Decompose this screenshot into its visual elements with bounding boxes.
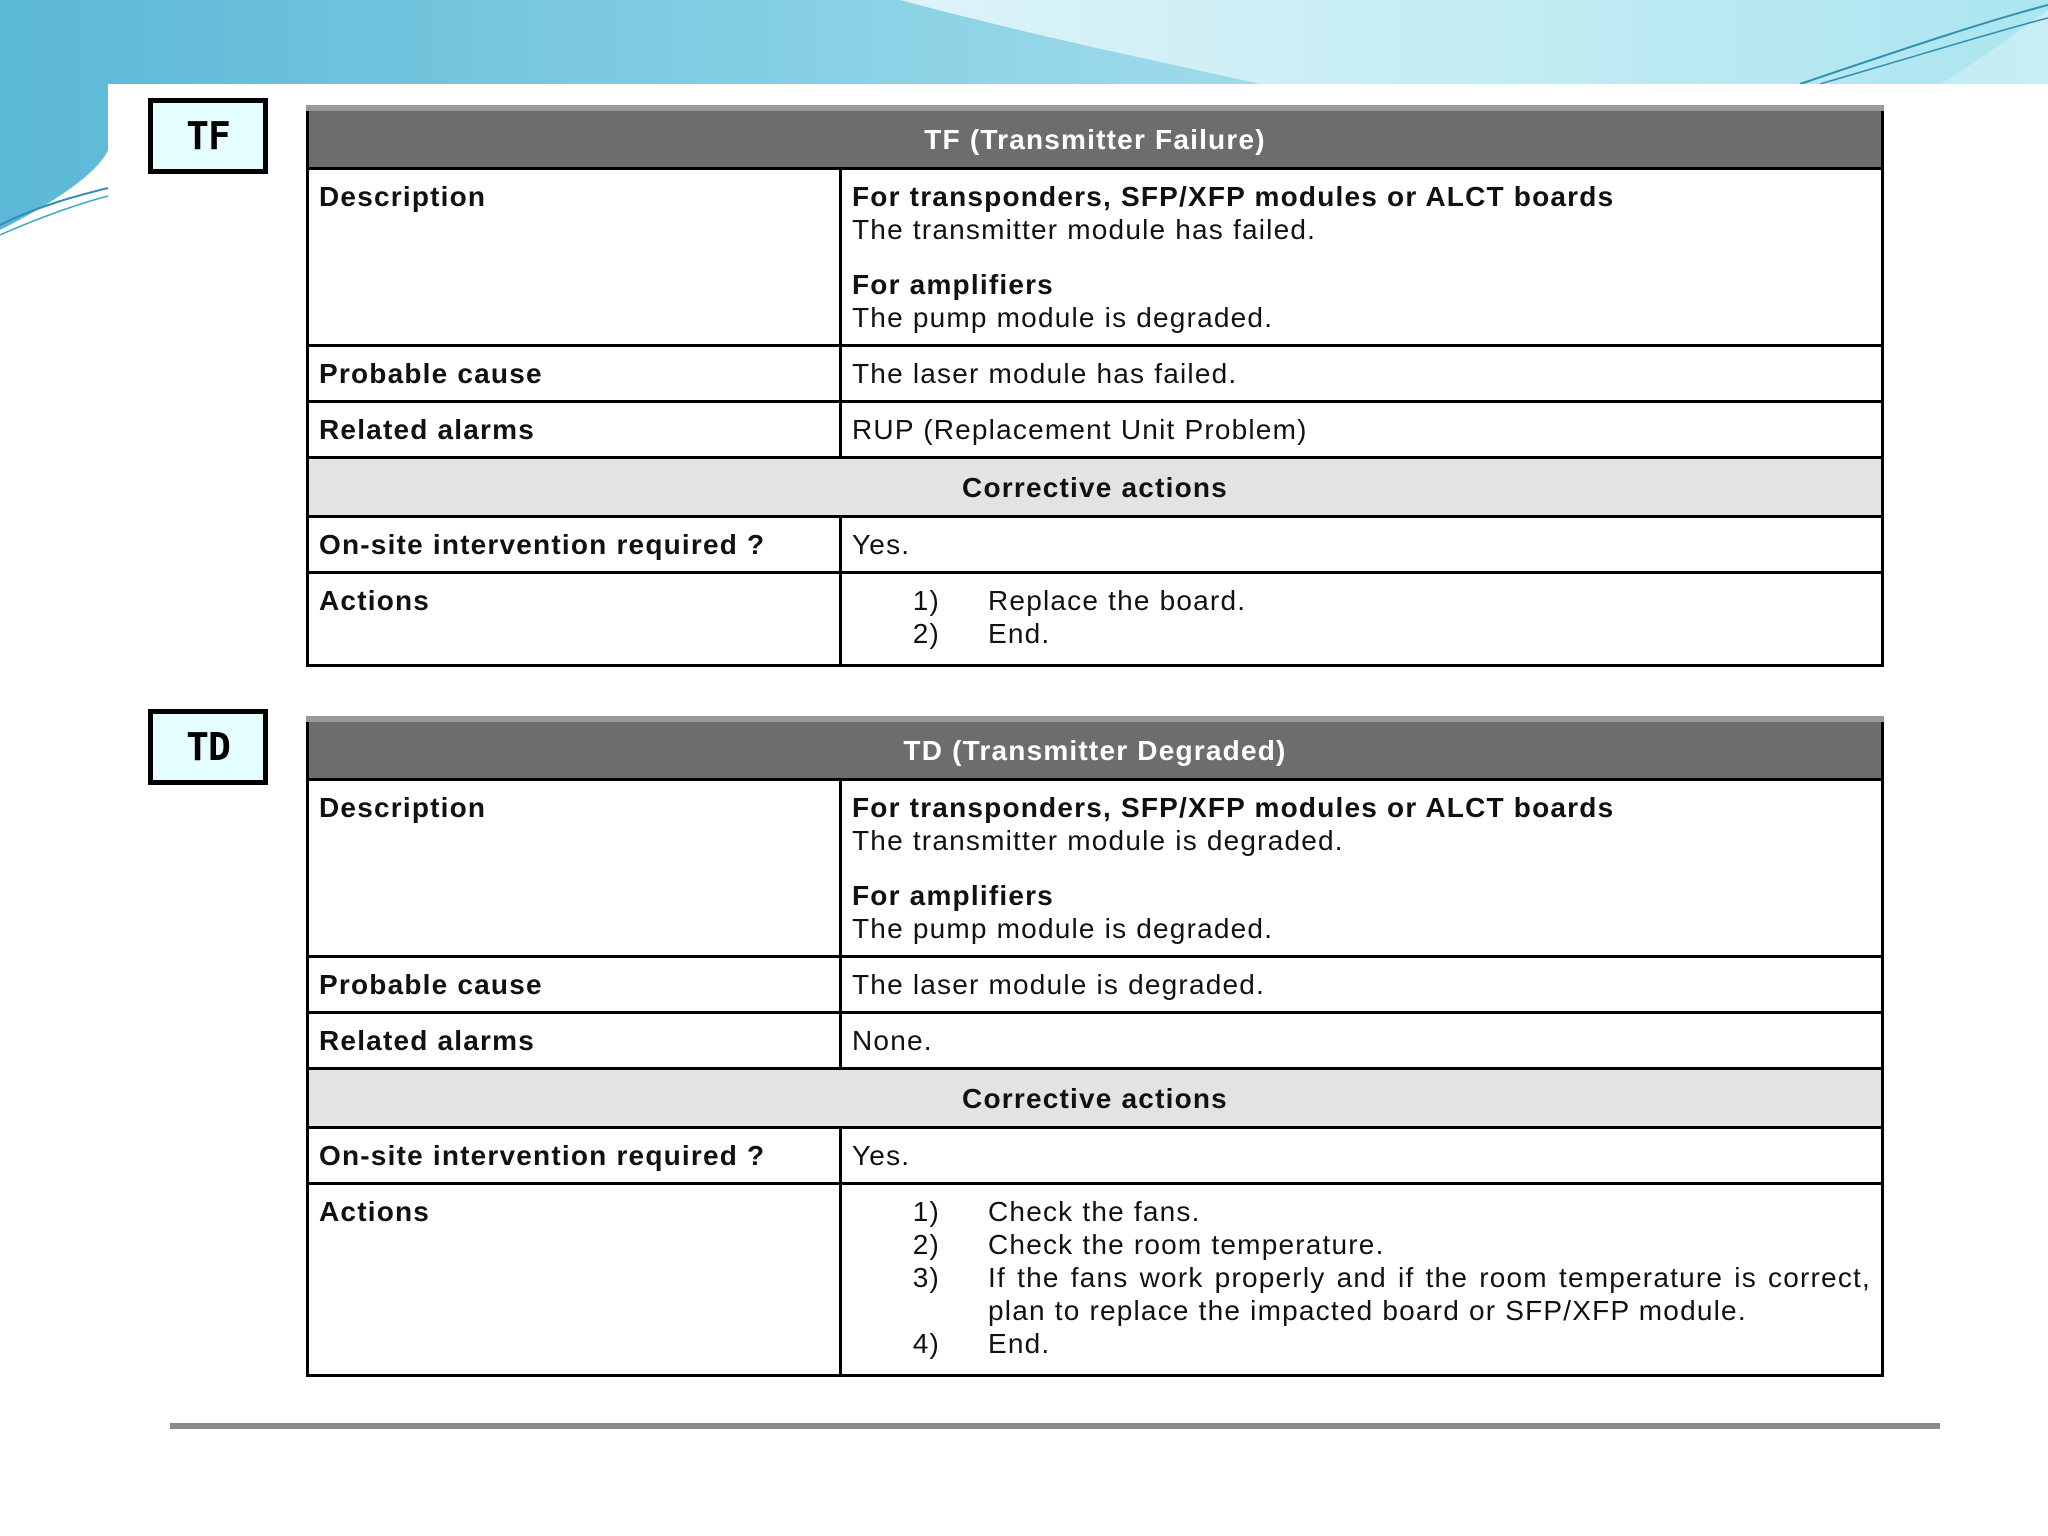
action-step: [852, 584, 1871, 617]
table-header-row: [308, 108, 1883, 169]
action-step: [852, 1228, 1871, 1261]
action-step: [852, 1261, 1871, 1327]
step-number: 2): [912, 1229, 940, 1260]
table-row: [308, 346, 1883, 402]
table-subheader-row: [308, 1069, 1883, 1128]
table-row: [308, 517, 1883, 573]
step-text: End.: [988, 618, 1051, 649]
related-alarms-label: Related alarms: [308, 1013, 841, 1069]
onsite-label: On-site intervention required ?: [308, 1128, 841, 1184]
table-row: [308, 780, 1883, 957]
table-row: [308, 1128, 1883, 1184]
table-header-row: [308, 719, 1883, 780]
description-heading: For transponders, SFP/XFP modules or ALCT boards: [852, 792, 1615, 823]
corrective-actions-heading: Corrective actions: [308, 458, 1883, 517]
table-row: [308, 402, 1883, 458]
onsite-value: Yes.: [841, 517, 1883, 573]
description-value: [841, 780, 1883, 957]
table-subheader-row: [308, 458, 1883, 517]
table-row: [308, 573, 1883, 666]
description-text: The transmitter module has failed.: [852, 214, 1317, 245]
probable-cause-label: Probable cause: [308, 957, 841, 1013]
description-text: The transmitter module is degraded.: [852, 825, 1344, 856]
related-alarms-value: None.: [841, 1013, 1883, 1069]
alarm-table-tf: [306, 105, 1884, 667]
probable-cause-value: The laser module has failed.: [841, 346, 1883, 402]
description-heading: For amplifiers: [852, 269, 1054, 300]
step-text: Replace the board.: [988, 585, 1247, 616]
table-title: TD (Transmitter Degraded): [308, 719, 1883, 780]
probable-cause-label: Probable cause: [308, 346, 841, 402]
corrective-actions-heading: Corrective actions: [308, 1069, 1883, 1128]
description-value: [841, 169, 1883, 346]
description-heading: For transponders, SFP/XFP modules or ALCT boards: [852, 181, 1615, 212]
description-heading: For amplifiers: [852, 880, 1054, 911]
related-alarms-label: Related alarms: [308, 402, 841, 458]
alarm-tag-tf: TF: [148, 98, 268, 174]
action-step: [852, 617, 1871, 650]
step-number: 3): [912, 1262, 940, 1293]
alarm-tag-td: TD: [148, 709, 268, 785]
step-text: End.: [988, 1328, 1051, 1359]
description-text: The pump module is degraded.: [852, 302, 1274, 333]
step-text: Check the fans.: [988, 1196, 1201, 1227]
table-title: TF (Transmitter Failure): [308, 108, 1883, 169]
description-text: The pump module is degraded.: [852, 913, 1274, 944]
action-step: [852, 1195, 1871, 1228]
table-row: [308, 1184, 1883, 1376]
table-row: [308, 1013, 1883, 1069]
table-row: [308, 169, 1883, 346]
actions-list: [841, 1184, 1883, 1376]
actions-list: [841, 573, 1883, 666]
description-label: Description: [308, 780, 841, 957]
table-row: [308, 957, 1883, 1013]
actions-label: Actions: [308, 1184, 841, 1376]
footer-divider: [170, 1423, 1940, 1429]
step-number: 1): [912, 1196, 940, 1227]
probable-cause-value: The laser module is degraded.: [841, 957, 1883, 1013]
alarm-table-td: [306, 716, 1884, 1377]
step-number: 1): [912, 585, 940, 616]
step-text: If the fans work properly and if the room temperature is correct, plan to replace the impacted board or SFP/XFP module.: [988, 1262, 1871, 1326]
onsite-value: Yes.: [841, 1128, 1883, 1184]
actions-label: Actions: [308, 573, 841, 666]
onsite-label: On-site intervention required ?: [308, 517, 841, 573]
description-label: Description: [308, 169, 841, 346]
step-number: 2): [912, 618, 940, 649]
action-step: [852, 1327, 1871, 1360]
step-text: Check the room temperature.: [988, 1229, 1385, 1260]
related-alarms-value: RUP (Replacement Unit Problem): [841, 402, 1883, 458]
step-number: 4): [912, 1328, 940, 1359]
